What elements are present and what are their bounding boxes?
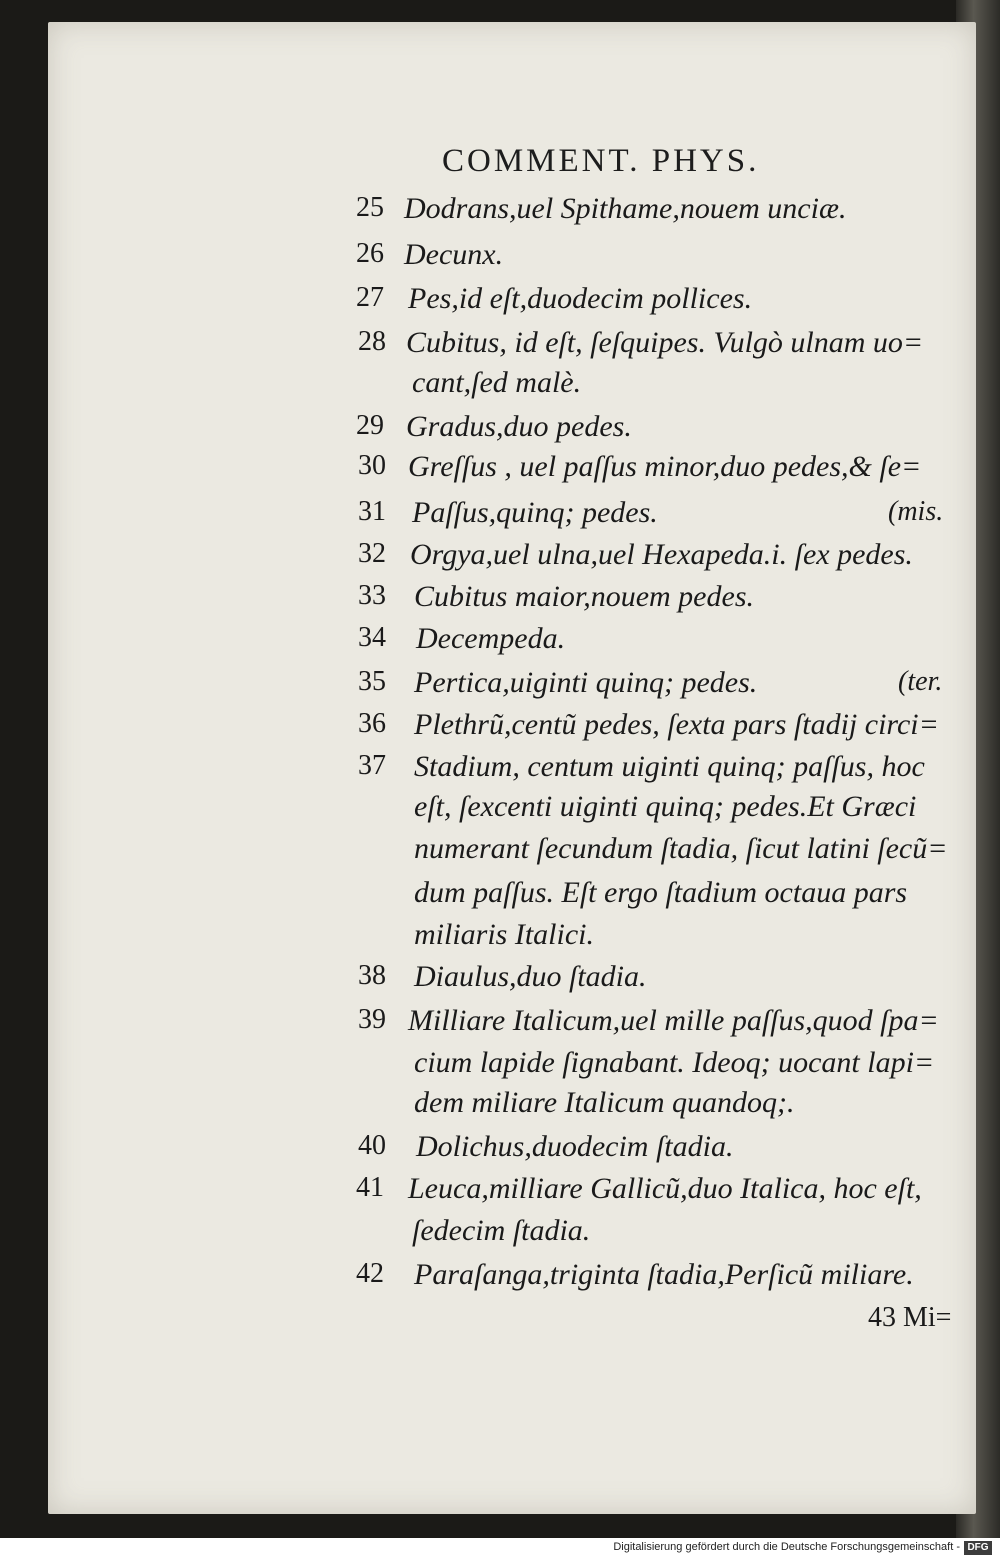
entry-line — [0, 538, 1000, 582]
entry-number: 31 — [358, 496, 386, 527]
entry-text: Greſſus , uel paſſus minor,duo pedes,& ſe= — [408, 450, 922, 483]
dfg-logo: DFG — [964, 1541, 992, 1555]
entry-text: numerant ſecundum ſtadia, ſicut latini ſecũ= — [414, 832, 948, 865]
entry-text: Decunx. — [404, 238, 504, 271]
catchword: 43 Mi= — [868, 1302, 952, 1333]
entry-text: Paraſanga,triginta ſtadia,Perſicũ miliare. — [414, 1258, 914, 1291]
entry-text: Milliare Italicum,uel mille paſſus,quod ſpa= — [408, 1004, 939, 1037]
entry-text: Dodrans,uel Spithame,nouem unciæ. — [404, 192, 847, 225]
entry-number: 33 — [358, 580, 386, 611]
entry-text: miliaris Italici. — [414, 918, 594, 951]
entry-number: 26 — [356, 238, 384, 269]
entry-number: 32 — [358, 538, 386, 569]
entry-text: dem miliare Italicum quandoq;. — [414, 1086, 795, 1119]
entry-text: Diaulus,duo ſtadia. — [414, 960, 647, 993]
entry-line — [0, 666, 1000, 710]
entry-line — [0, 1004, 1000, 1048]
entry-number: 28 — [358, 326, 386, 357]
entry-number: 30 — [358, 450, 386, 481]
entry-turnover: (mis. — [888, 496, 944, 527]
entry-line — [0, 1130, 1000, 1174]
entry-line — [0, 238, 1000, 282]
entry-line — [0, 1086, 1000, 1130]
entry-number: 25 — [356, 192, 384, 223]
entry-text: Plethrũ,centũ pedes, ſexta pars ſtadij circi= — [414, 708, 939, 741]
entry-line — [0, 876, 1000, 920]
entry-text: Cubitus maior,nouem pedes. — [414, 580, 754, 613]
entry-text: dum paſſus. Eſt ergo ſtadium octaua pars — [414, 876, 908, 909]
entry-line — [0, 832, 1000, 876]
entry-text: cium lapide ſignabant. Ideoq; uocant lapi= — [414, 1046, 935, 1079]
entry-line — [0, 960, 1000, 1004]
entry-text: eſt, ſexcenti uiginti quinq; pedes.Et Græci — [414, 790, 917, 823]
entry-text: Leuca,milliare Gallicũ,duo Italica, hoc eſt, — [408, 1172, 922, 1205]
entry-number: 40 — [358, 1130, 386, 1161]
entry-line — [0, 1172, 1000, 1216]
entry-text: cant,ſed malè. — [412, 366, 582, 399]
entry-text: Pes,id eſt,duodecim pollices. — [408, 282, 753, 315]
entry-number: 42 — [356, 1258, 384, 1289]
entry-line — [0, 192, 1000, 236]
entry-line — [0, 708, 1000, 752]
entry-line — [0, 1258, 1000, 1302]
footer-credit: Digitalisierung gefördert durch die Deutsche Forschungsgemeinschaft - — [613, 1541, 960, 1553]
entry-line — [0, 918, 1000, 962]
entry-line — [0, 450, 1000, 494]
entry-number: 36 — [358, 708, 386, 739]
entry-turnover: (ter. — [898, 666, 943, 697]
entry-line — [0, 326, 1000, 370]
entry-number: 35 — [358, 666, 386, 697]
entry-text: Paſſus,quinq; pedes. — [412, 496, 658, 529]
entry-line — [0, 496, 1000, 540]
entry-line — [0, 282, 1000, 326]
running-header: COMMENT. PHYS. — [442, 143, 760, 179]
entry-number: 37 — [358, 750, 386, 781]
entry-number: 29 — [356, 410, 384, 441]
entry-text: Dolichus,duodecim ſtadia. — [416, 1130, 734, 1163]
entry-line — [0, 366, 1000, 410]
entry-text: Stadium, centum uiginti quinq; paſſus, hoc — [414, 750, 925, 783]
entry-number: 39 — [358, 1004, 386, 1035]
entry-number: 34 — [358, 622, 386, 653]
entry-line — [0, 622, 1000, 666]
entry-text: Cubitus, id eſt, ſeſquipes. Vulgò ulnam uo= — [406, 326, 924, 359]
entry-number: 41 — [356, 1172, 384, 1203]
entry-text: Gradus,duo pedes. — [406, 410, 632, 443]
entry-line — [0, 1046, 1000, 1090]
entry-line — [0, 790, 1000, 834]
entry-line — [0, 750, 1000, 794]
entry-text: ſedecim ſtadia. — [412, 1214, 591, 1247]
entry-line — [0, 1214, 1000, 1258]
entry-line — [0, 580, 1000, 624]
entry-text: Orgya,uel ulna,uel Hexapeda.i. ſex pedes. — [410, 538, 913, 571]
entry-line — [0, 410, 1000, 454]
entry-text: Decempeda. — [416, 622, 566, 655]
entry-number: 38 — [358, 960, 386, 991]
entry-number: 27 — [356, 282, 384, 313]
entry-text: Pertica,uiginti quinq; pedes. — [414, 666, 758, 699]
